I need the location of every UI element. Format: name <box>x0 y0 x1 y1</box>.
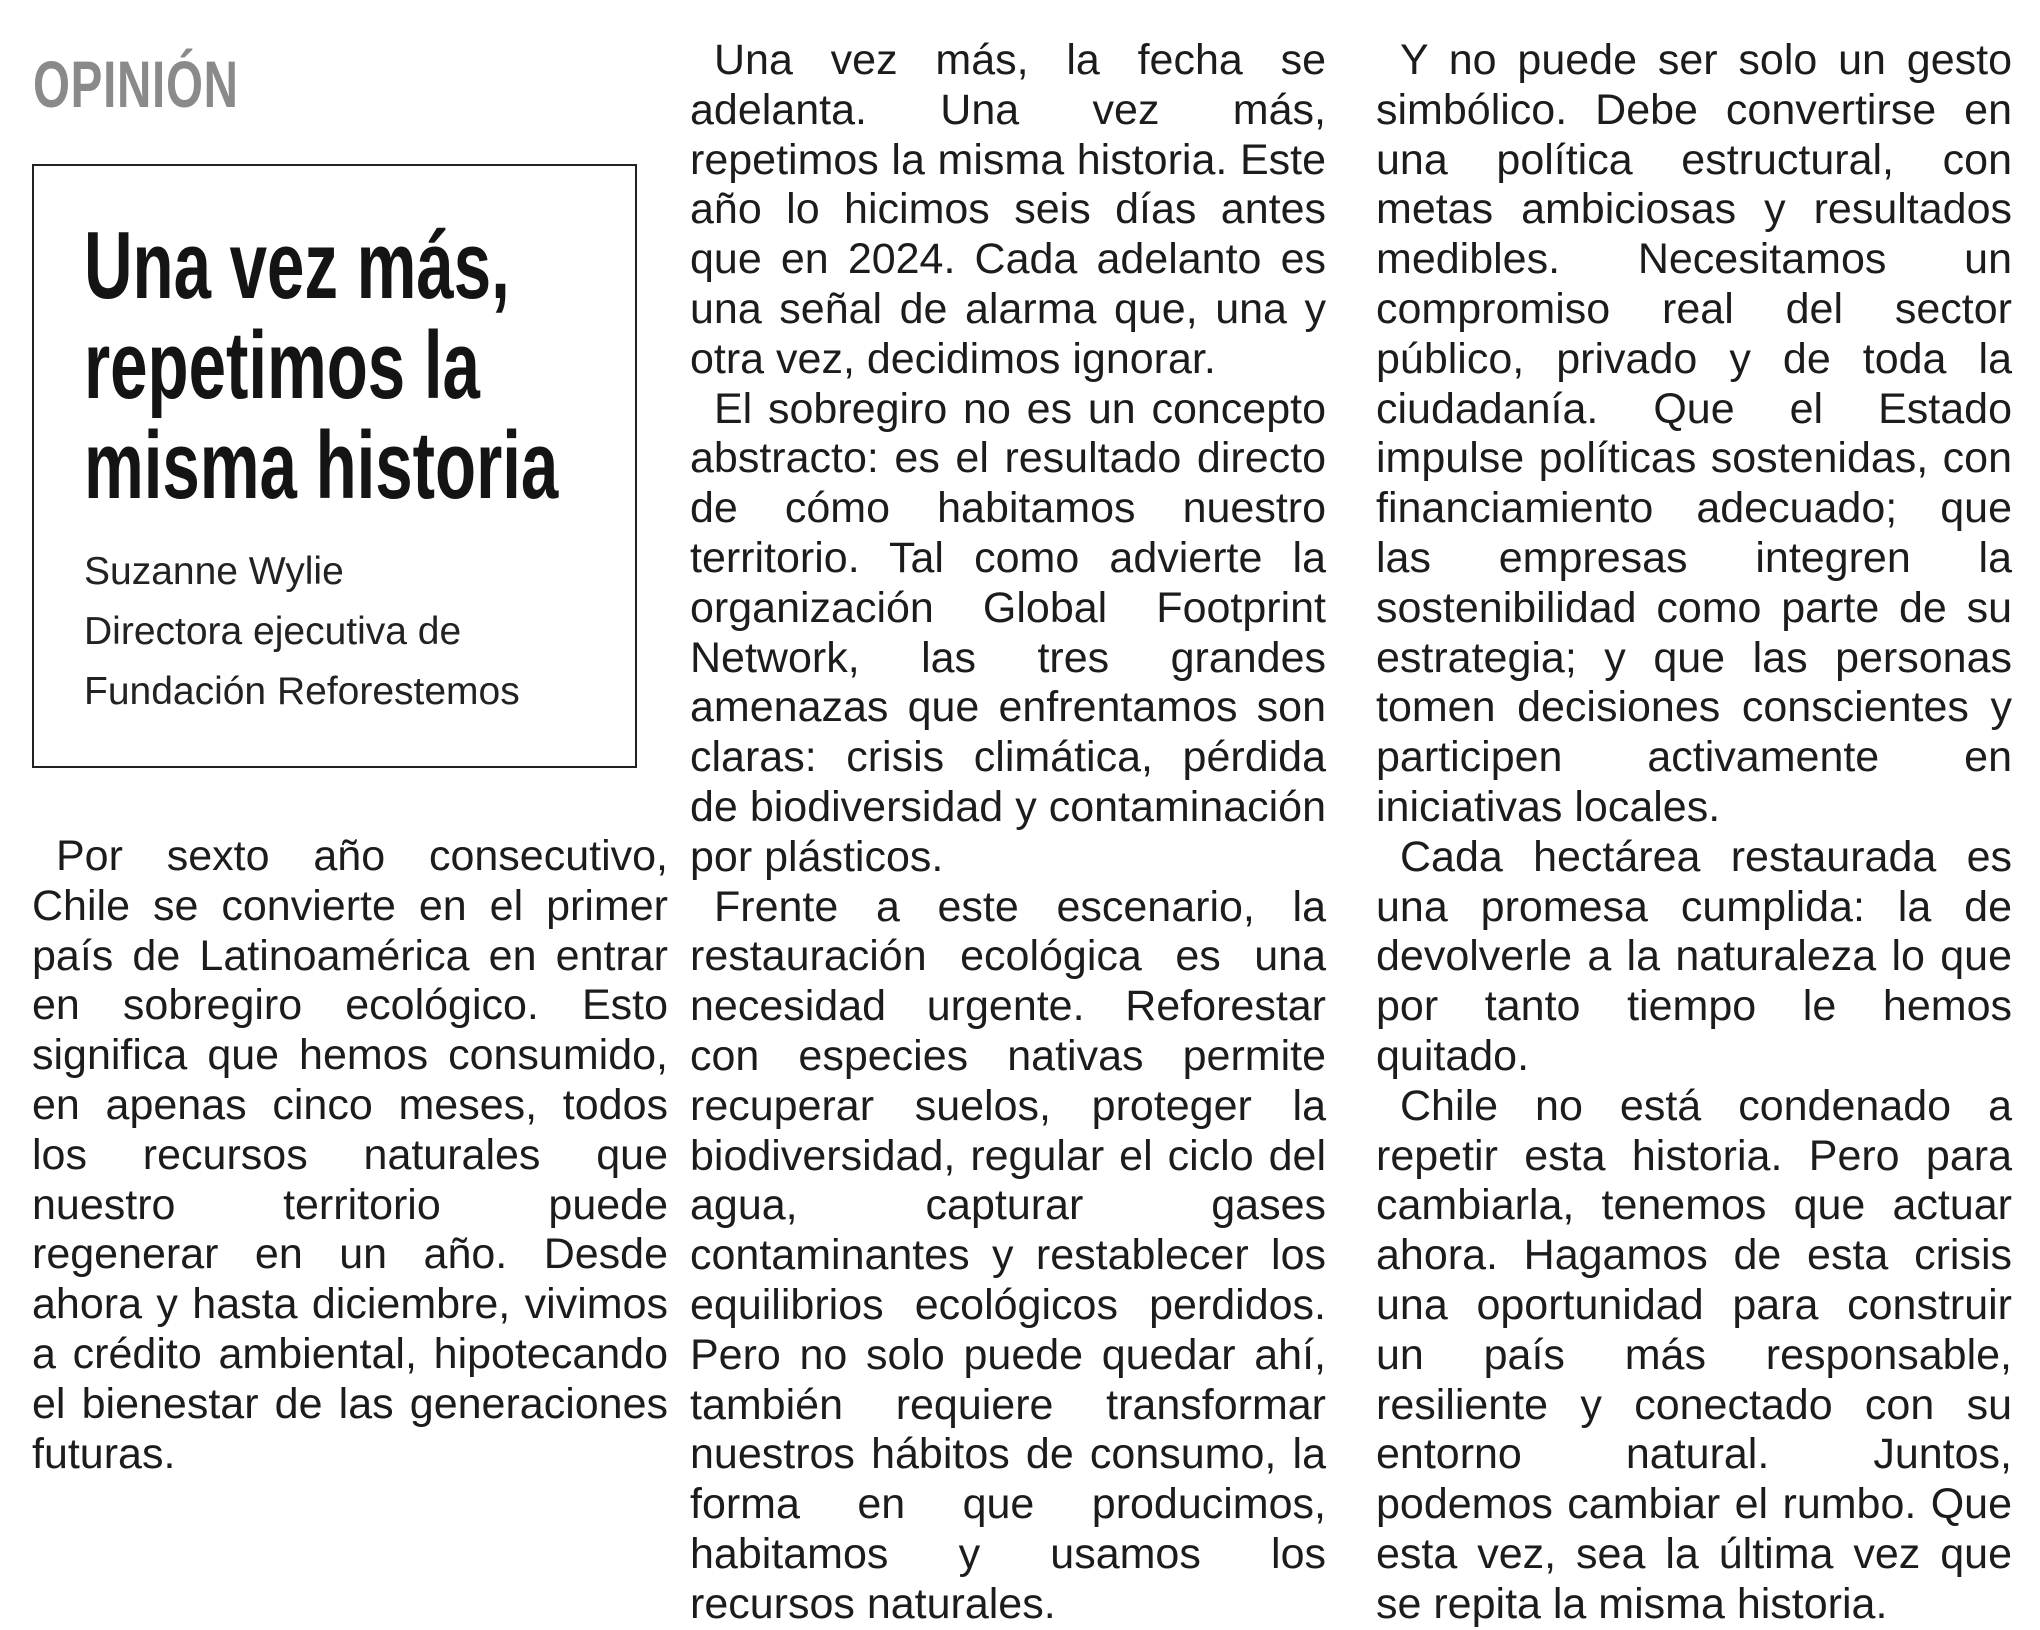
author-role: Directora ejecutiva de <box>84 610 462 653</box>
author-organization: Fundación Reforestemos <box>84 670 520 713</box>
paragraph: El sobregiro no es un concepto abstracto: es el resultado directo de cómo habitamos nuestro territorio. Tal como advierte la organización Global Footprint Network, las tres grandes amenazas que enfrentamos son claras: crisis climática, pérdida de biodiversidad y contaminación por plásticos. <box>690 384 1326 881</box>
article-column-2 <box>690 36 1326 1630</box>
paragraph: Cada hectárea restaurada es una promesa cumplida: la de devolverle a la naturaleza lo que por tanto tiempo le hemos quitado. <box>1376 832 2012 1080</box>
byline <box>84 542 520 722</box>
paragraph: Frente a este escenario, la restauración ecológica es una necesidad urgente. Reforestar con especies nativas permite recuperar suelos, proteger la biodiversidad, regular el ciclo del agua, capturar gases contaminantes y restablecer los equilibrios ecológicos perdidos. Pero no solo puede quedar ahí, también requiere transformar nuestros hábitos de consumo, la forma en que producimos, habitamos y usamos los recursos naturales. <box>690 882 1326 1628</box>
title-box <box>32 164 637 768</box>
article-column-3 <box>1376 36 2012 1630</box>
paragraph: Una vez más, la fecha se adelanta. Una vez más, repetimos la misma historia. Este año lo hicimos seis días antes que en 2024. Cada adelanto es una señal de alarma que, una y otra vez, decidimos ignorar. <box>690 36 1326 383</box>
section-label: OPINIÓN <box>33 47 239 121</box>
paragraph: Por sexto año consecutivo, Chile se convierte en el primer país de Latinoamérica en entrar en sobregiro ecológico. Esto significa que hemos consumido, en apenas cinco meses, todos los recursos naturales que nuestro territorio puede regenerar en un año. Desde ahora y hasta diciembre, vivimos a crédito ambiental, hipotecando el bienestar de las generaciones futuras. <box>32 832 668 1478</box>
paragraph: Chile no está condenado a repetir esta historia. Pero para cambiarla, tenemos que actuar ahora. Hagamos de esta crisis una oportunidad para construir un país más responsable, resiliente y conectado con su entorno natural. Juntos, podemos cambiar el rumbo. Que esta vez, sea la última vez que se repita la misma historia. <box>1376 1081 2012 1628</box>
article-column-1 <box>32 832 668 1479</box>
paragraph: Y no puede ser solo un gesto simbólico. Debe convertirse en una política estructural, con metas ambiciosas y resultados medibles. Necesitamos un compromiso real del sector público, privado y de toda la ciudadanía. Que el Estado impulse políticas sostenidas, con financiamiento adecuado; que las empresas integren la sostenibilidad como parte de su estrategia; y que las personas tomen decisiones conscientes y participen activamente en iniciativas locales. <box>1376 36 2012 831</box>
headline: Una vez más, repetimos la misma historia <box>84 212 559 519</box>
author-name: Suzanne Wylie <box>84 550 344 593</box>
